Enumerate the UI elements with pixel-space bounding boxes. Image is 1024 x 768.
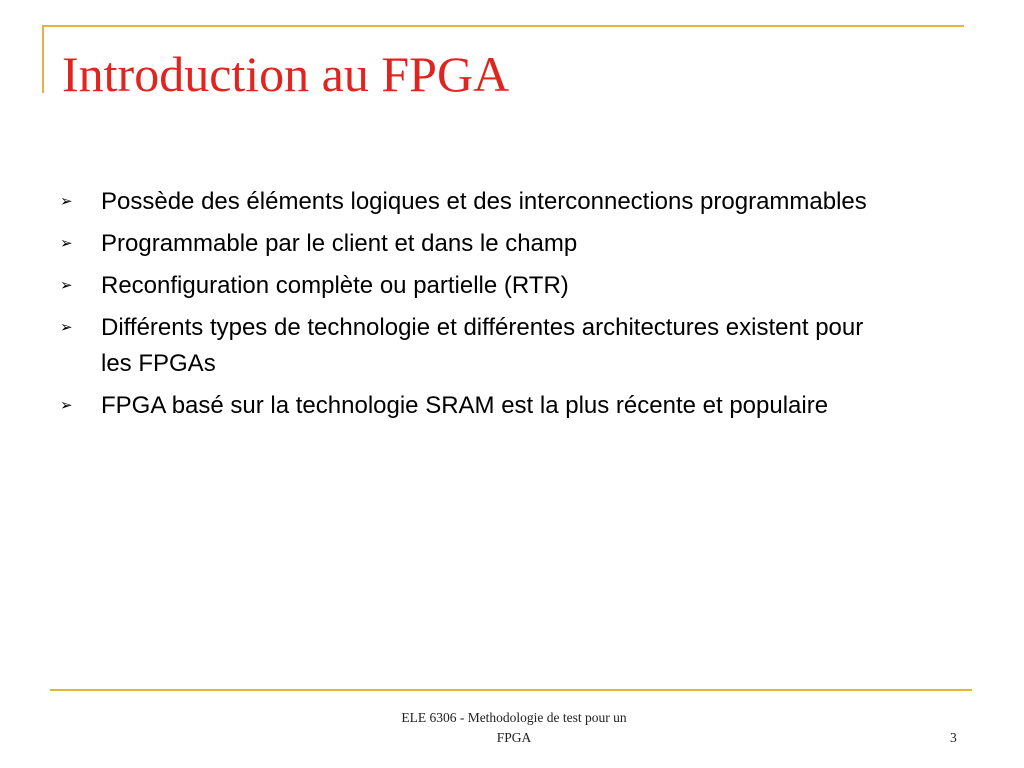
left-accent-line [42,25,44,93]
bottom-accent-line [50,689,972,691]
footer-line-2: FPGA [496,730,532,745]
bullet-item [60,388,890,424]
bullet-text: Reconfiguration complète ou partielle (RTR) [101,272,569,299]
bullet-text: Différents types de technologie et différentes architectures existent pour les FPGAs [101,314,864,377]
bullet-item [60,268,890,304]
arrow-bullet-icon: ➢ [60,277,73,294]
bullet-list [60,184,890,430]
bullet-text: Possède des éléments logiques et des interconnections programmables [101,188,867,215]
slide-title: Introduction au FPGA [62,46,510,102]
bullet-item [60,184,890,220]
arrow-bullet-icon: ➢ [60,235,73,252]
bullet-item [60,226,890,262]
arrow-bullet-icon: ➢ [60,193,73,210]
top-accent-line [42,25,964,27]
arrow-bullet-icon: ➢ [60,397,73,414]
page-number: 3 [950,730,957,745]
bullet-item [60,310,890,382]
footer-course-title [364,708,664,748]
bullet-text: FPGA basé sur la technologie SRAM est la plus récente et populaire [101,392,829,419]
arrow-bullet-icon: ➢ [60,319,73,336]
bullet-text: Programmable par le client et dans le champ [101,230,578,257]
footer-line-1: ELE 6306 - Methodologie de test pour un [401,710,627,725]
